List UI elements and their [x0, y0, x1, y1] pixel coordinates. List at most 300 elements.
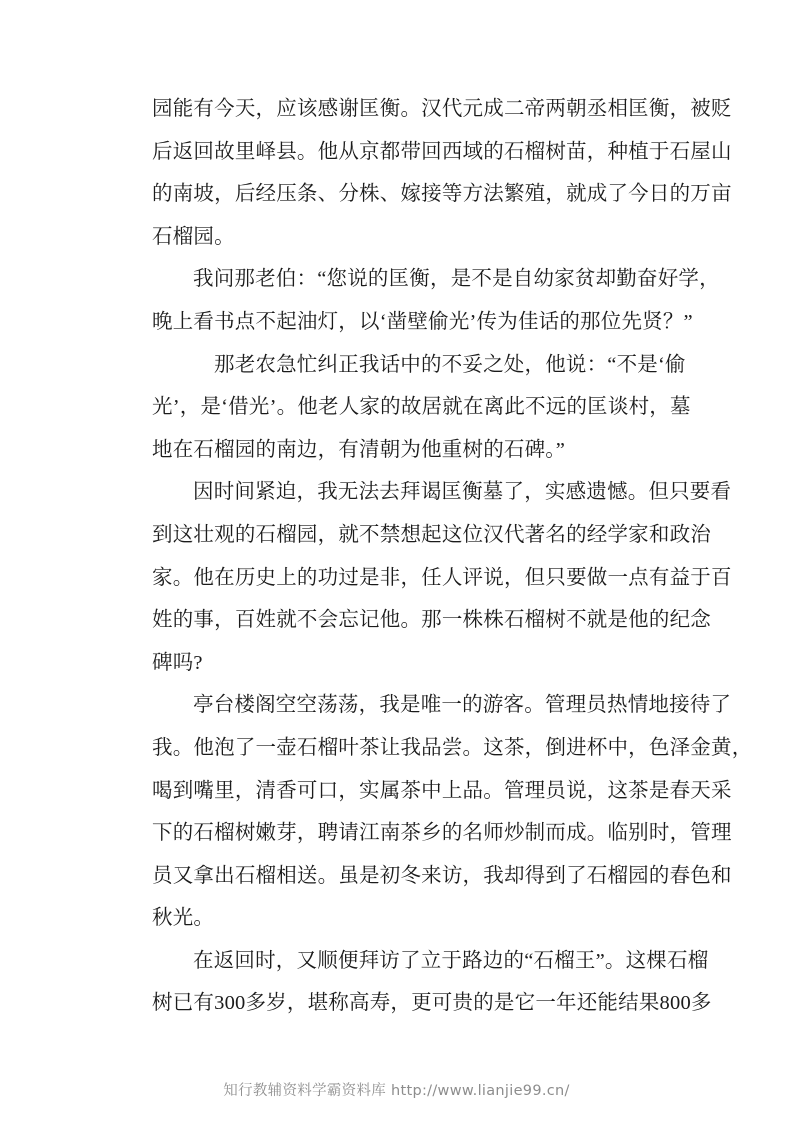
text-line: 我问那老伯：“您说的匡衡，是不是自幼家贫却勤奋好学，: [193, 268, 720, 291]
line-char: 还: [576, 992, 598, 1015]
line-char: 汉: [483, 523, 504, 546]
line-char: 的: [566, 396, 588, 419]
text-line: [152, 982, 712, 1025]
line-char: 它: [514, 992, 536, 1015]
text-line: [152, 557, 732, 600]
line-char: 口: [317, 779, 339, 802]
line-char: ，: [462, 864, 484, 887]
line-char: 被: [690, 98, 711, 120]
line-char: 不: [296, 609, 318, 632]
line-char: 品: [462, 779, 484, 802]
line-char: 借: [228, 396, 249, 419]
line-char: 我: [152, 736, 173, 759]
line-char: 治: [690, 523, 711, 546]
line-char: 年: [556, 992, 577, 1015]
line-char: 聘: [317, 822, 339, 845]
text-line: [152, 770, 732, 813]
line-char: 送: [296, 864, 318, 887]
line-char: 亩: [710, 183, 732, 206]
line-char: ，: [545, 183, 567, 206]
line-char: 茶: [359, 736, 380, 759]
line-char: 过: [338, 566, 360, 589]
line-char: 回: [193, 140, 215, 163]
line-char: 峄: [255, 140, 277, 163]
text-line: 因时间紧迫，我无法去拜谒匡衡墓了，实感遗憾。但只要看: [193, 481, 732, 504]
text-line: 秋光。: [152, 907, 215, 930]
line-char: 故: [214, 140, 235, 163]
line-char: 有: [648, 566, 670, 589]
line-char: 从: [338, 140, 360, 163]
text-line: 在返回时，又顺便拜访了立于路边的“石榴王”。这棵石榴: [193, 949, 709, 972]
line-char: 这: [441, 523, 463, 546]
page-footer-watermark: [0, 1079, 793, 1100]
line-char: 分: [338, 183, 360, 206]
paragraph-5: [152, 684, 753, 940]
line-char: 应: [276, 98, 297, 120]
text-line: 亭台楼阁空空荡荡，我是唯一的游客。管理员热情地接待了: [193, 694, 732, 717]
paragraph-3: [152, 344, 691, 472]
line-char: 这: [483, 736, 504, 759]
line-char: 的: [172, 609, 194, 632]
line-char: 石: [193, 822, 215, 845]
line-char: 堪: [307, 992, 329, 1015]
line-char: 嘴: [193, 779, 215, 802]
line-char: 他: [379, 609, 401, 632]
line-char: 理: [524, 779, 546, 802]
line-char: 帝: [524, 98, 546, 120]
line-char: 就: [566, 183, 587, 206]
line-char: 离: [483, 396, 505, 419]
line-char: 我: [483, 864, 504, 887]
line-char: ，: [649, 396, 670, 419]
line-char: 匡: [587, 396, 608, 419]
line-char: 拿: [193, 864, 215, 887]
line-char: 石: [255, 523, 277, 546]
line-char: 理: [710, 822, 732, 845]
line-char: 0: [680, 992, 691, 1015]
line-char: 泡: [214, 736, 235, 759]
line-char: 任: [421, 566, 442, 589]
line-char: 榴: [276, 523, 297, 546]
line-char: 高: [348, 992, 370, 1015]
line-char: 日: [648, 183, 670, 206]
line-char: 回: [421, 140, 442, 163]
line-char: 更: [411, 992, 432, 1015]
line-char: 园: [152, 98, 173, 120]
line-char: 县: [276, 140, 297, 163]
line-char: 出: [214, 864, 235, 887]
line-char: 的: [296, 566, 318, 589]
line-char: 请: [338, 822, 360, 845]
line-char: 。: [172, 566, 194, 589]
line-char: 有: [193, 992, 215, 1015]
line-char: 家: [152, 566, 173, 589]
line-char: 石: [586, 864, 608, 887]
line-char: 到: [545, 864, 567, 887]
line-char: 可: [431, 992, 453, 1015]
line-char: 时: [648, 822, 670, 845]
line-char: 石: [234, 864, 256, 887]
line-char: 的: [648, 609, 670, 632]
text-line: [152, 386, 691, 429]
line-char: 衡: [379, 98, 401, 120]
line-char: 说: [483, 566, 504, 589]
paragraph-6: [152, 940, 712, 1025]
line-char: 坡: [193, 183, 215, 206]
line-char: 的: [483, 140, 504, 163]
paragraph-2: [152, 258, 720, 343]
line-char: 评: [462, 566, 484, 589]
line-char: 虽: [338, 864, 360, 887]
line-char: 于: [648, 140, 670, 163]
line-char: 天: [234, 98, 256, 120]
line-char: 京: [359, 140, 380, 163]
line-char: 员: [545, 779, 567, 802]
line-char: 榴: [255, 864, 277, 887]
line-char: 的: [152, 183, 173, 206]
line-char: ，: [255, 98, 277, 120]
line-char: 他: [193, 736, 215, 759]
line-char: 树: [152, 992, 173, 1015]
line-char: ，: [503, 566, 525, 589]
line-char: 万: [690, 183, 711, 206]
line-char: 香: [276, 779, 297, 802]
line-char: 他: [193, 566, 215, 589]
line-char: 会: [317, 609, 339, 632]
line-char: 政: [669, 523, 691, 546]
line-char: 3: [214, 992, 225, 1015]
line-char: 是: [200, 396, 222, 419]
line-char: 是: [359, 864, 380, 887]
line-char: ，: [214, 183, 235, 206]
line-char: ，: [296, 822, 318, 845]
line-char: 管: [503, 779, 525, 802]
line-char: 做: [586, 566, 608, 589]
line-char: 榴: [524, 140, 546, 163]
text-line: [152, 855, 732, 898]
line-char: 中: [421, 779, 442, 802]
line-char: 石: [669, 140, 691, 163]
line-char: 纪: [669, 609, 691, 632]
line-char: 相: [276, 864, 297, 887]
line-char: 、: [317, 183, 339, 206]
line-char: 一: [607, 566, 629, 589]
line-char: 人: [441, 566, 463, 589]
line-char: 的: [441, 822, 463, 845]
footer-site-name: 知行教辅资料学霸资料库: [223, 1083, 387, 1099]
line-char: 名: [545, 523, 567, 546]
line-char: 到: [152, 523, 173, 546]
line-char: 该: [296, 98, 318, 120]
line-char: 石: [503, 140, 525, 163]
line-char: 让: [379, 736, 401, 759]
line-char: 0: [669, 992, 681, 1015]
line-char: 经: [255, 183, 277, 206]
line-char: 。: [400, 609, 422, 632]
line-char: 的: [648, 864, 670, 887]
line-char: 茶: [400, 822, 422, 845]
line-char: 。: [483, 779, 504, 802]
line-char: 代: [441, 98, 463, 120]
line-char: 成: [586, 183, 608, 206]
line-char: 冬: [400, 864, 422, 887]
line-char: 是: [493, 992, 515, 1015]
line-char: 朝: [566, 98, 587, 120]
line-char: 。: [586, 822, 608, 845]
line-char: 。: [172, 736, 194, 759]
line-char: 南: [379, 822, 401, 845]
line-char: 村: [628, 396, 650, 419]
line-char: ，: [317, 523, 339, 546]
line-char: 代: [503, 523, 525, 546]
line-char: 园: [296, 523, 318, 546]
line-char: 岁: [266, 992, 287, 1015]
line-char: 植: [628, 140, 649, 163]
line-char: 寿: [369, 992, 391, 1015]
line-char: 。: [317, 864, 339, 887]
line-char: 人: [338, 396, 360, 419]
line-char: 的: [566, 523, 587, 546]
line-char: 金: [690, 736, 711, 759]
line-char: 念: [690, 609, 711, 632]
line-char: 的: [234, 523, 256, 546]
line-char: 他: [628, 609, 649, 632]
line-char: 茶: [628, 779, 649, 802]
line-char: 条: [296, 183, 318, 206]
line-char: 倒: [545, 736, 567, 759]
line-char: 历: [234, 566, 256, 589]
line-char: 树: [234, 822, 256, 845]
line-char: 想: [400, 523, 422, 546]
line-char: 。: [296, 140, 318, 163]
line-char: 老: [318, 396, 339, 419]
line-char: 上: [276, 566, 297, 589]
paragraph-4: [152, 471, 732, 684]
line-char: 。: [462, 736, 484, 759]
line-char: 称: [328, 992, 349, 1015]
line-char: 株: [359, 183, 380, 206]
line-char: 后: [152, 140, 173, 163]
line-char: 著: [524, 523, 546, 546]
line-char: 石: [503, 609, 525, 632]
line-char: 了: [607, 183, 629, 206]
line-char: 上: [441, 779, 463, 802]
line-char: 株: [483, 609, 504, 632]
line-char: 返: [172, 140, 194, 163]
text-line: [152, 599, 711, 642]
line-char: 百: [234, 609, 256, 632]
line-char: 他: [297, 396, 319, 419]
text-line: [152, 812, 732, 855]
line-char: 带: [400, 140, 422, 163]
text-line: [152, 173, 732, 216]
line-char: 壮: [193, 523, 215, 546]
document-text-body: [152, 88, 753, 1025]
line-char: 已: [172, 992, 194, 1015]
line-char: 就: [276, 609, 297, 632]
line-char: 师: [483, 822, 504, 845]
line-char: 苗: [566, 140, 587, 163]
line-char: ，: [338, 779, 360, 802]
line-char: 但: [524, 566, 546, 589]
line-char: 故: [400, 396, 422, 419]
line-char: 要: [566, 566, 587, 589]
line-char: 在: [214, 566, 235, 589]
line-char: 只: [545, 566, 567, 589]
footer-url: http://www.lianjie99.cn/: [391, 1083, 570, 1099]
line-char: 贬: [710, 98, 732, 120]
line-char: ，: [586, 779, 608, 802]
line-char: 就: [442, 396, 463, 419]
line-char: 点: [628, 566, 649, 589]
line-char: ，: [214, 609, 235, 632]
line-char: 中: [607, 736, 629, 759]
line-char: 别: [628, 822, 649, 845]
line-char: 是: [607, 609, 629, 632]
line-char: 8: [659, 992, 670, 1015]
line-char: 压: [276, 183, 297, 206]
line-char: 茶: [400, 779, 422, 802]
line-char: 喝: [152, 779, 173, 802]
line-char: 春: [669, 864, 691, 887]
line-char: 和: [648, 523, 670, 546]
line-char: 榴: [524, 609, 546, 632]
line-char: 等: [441, 183, 463, 206]
line-char: ，: [628, 736, 649, 759]
line-char: 今: [214, 98, 235, 120]
line-char: 西: [441, 140, 463, 163]
line-char: 访: [441, 864, 463, 887]
line-char: 来: [421, 864, 442, 887]
line-char: 屋: [690, 140, 711, 163]
line-char: 益: [669, 566, 691, 589]
line-char: ，: [286, 992, 308, 1015]
line-char: 多: [690, 992, 712, 1015]
line-char: 匡: [359, 98, 380, 120]
line-char: 衡: [648, 98, 670, 120]
line-char: 。: [276, 396, 298, 419]
line-char: ，: [400, 566, 422, 589]
line-char: 嫩: [255, 822, 277, 845]
line-char: 了: [234, 736, 256, 759]
line-char: 黄: [710, 736, 732, 759]
line-char: 家: [359, 396, 381, 419]
line-char: 此: [504, 396, 526, 419]
line-char: 光: [248, 396, 270, 419]
line-char: ‘: [221, 396, 229, 419]
line-char: 叶: [338, 736, 360, 759]
line-char: 于: [690, 566, 711, 589]
line-char: 今: [628, 183, 649, 206]
line-char: 。: [400, 98, 422, 120]
line-char: 学: [607, 523, 629, 546]
line-char: 色: [648, 736, 670, 759]
line-char: 、: [379, 183, 401, 206]
line-char: 可: [296, 779, 318, 802]
line-char: 不: [525, 396, 546, 419]
line-char: 里: [214, 779, 235, 802]
line-char: 事: [193, 609, 215, 632]
line-char: 都: [379, 140, 401, 163]
line-char: 园: [628, 864, 649, 887]
line-char: 山: [710, 140, 732, 163]
line-char: 百: [710, 566, 732, 589]
line-char: 家: [628, 523, 649, 546]
line-char: 相: [607, 98, 629, 120]
line-char: 0: [224, 992, 236, 1015]
line-char: 贵: [452, 992, 474, 1015]
line-char: ，: [731, 736, 753, 759]
line-char: ，: [390, 992, 412, 1015]
text-line: 碑吗?: [152, 651, 203, 674]
line-char: 就: [338, 523, 360, 546]
line-char: 感: [317, 98, 339, 120]
line-char: 观: [214, 523, 235, 546]
line-char: 里: [234, 140, 256, 163]
line-char: 江: [359, 822, 380, 845]
text-line: [152, 727, 753, 770]
text-line: [152, 514, 711, 557]
line-char: 榴: [317, 736, 339, 759]
line-char: 到: [172, 779, 194, 802]
line-char: 能: [172, 98, 194, 120]
line-char: 姓: [152, 609, 173, 632]
line-char: 能: [597, 992, 619, 1015]
line-char: 谈: [607, 396, 629, 419]
line-char: 乡: [421, 822, 442, 845]
line-char: 他: [317, 140, 339, 163]
line-char: ’: [269, 396, 277, 419]
line-char: ，: [586, 140, 608, 163]
line-char: ，: [669, 98, 691, 120]
line-char: 炒: [503, 822, 525, 845]
line-char: 有: [193, 98, 215, 120]
line-char: 采: [710, 779, 732, 802]
line-char: 光: [152, 396, 173, 419]
line-char: 位: [462, 523, 484, 546]
line-char: 果: [638, 992, 660, 1015]
line-char: ，: [234, 779, 256, 802]
line-char: 种: [607, 140, 629, 163]
line-char: 制: [524, 822, 546, 845]
text-line: [152, 131, 732, 174]
text-line: 那老农急忙纠正我话中的不妥之处，他说：“不是‘偷: [214, 353, 686, 376]
line-char: 下: [152, 822, 173, 845]
line-char: 南: [172, 183, 194, 206]
line-char: 茶: [503, 736, 525, 759]
line-char: 在: [462, 396, 484, 419]
line-char: 成: [483, 98, 504, 120]
line-char: ，: [669, 822, 691, 845]
line-char: 壶: [276, 736, 297, 759]
line-char: 的: [380, 396, 401, 419]
text-line: 晚上看书点不起油灯，以‘凿壁偷光’传为佳话的那位先贤？”: [152, 310, 693, 333]
line-char: 管: [690, 822, 711, 845]
line-char: 说: [566, 779, 587, 802]
line-char: 石: [296, 736, 318, 759]
line-char: 元: [462, 98, 484, 120]
line-char: 起: [421, 523, 442, 546]
line-char: 进: [566, 736, 587, 759]
line-char: 株: [462, 609, 484, 632]
line-char: 的: [669, 183, 691, 206]
line-char: 墓: [669, 396, 691, 419]
line-char: 这: [172, 523, 194, 546]
line-char: 得: [524, 864, 546, 887]
line-char: 色: [690, 864, 711, 887]
line-char: 史: [255, 566, 277, 589]
line-char: 域: [462, 140, 484, 163]
